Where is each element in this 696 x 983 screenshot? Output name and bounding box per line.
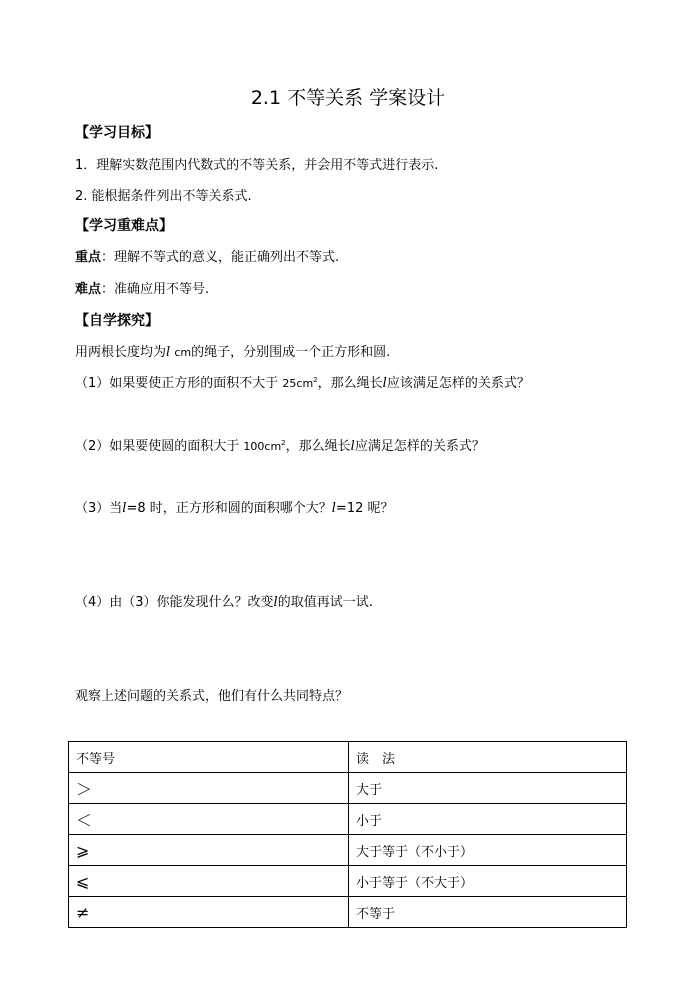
q4-text-b: 的取值再试一试. bbox=[277, 595, 373, 610]
goal-item-2: 2. 能根据条件列出不等关系式. bbox=[75, 189, 252, 204]
q1-exponent: 2 bbox=[313, 376, 318, 384]
explore-heading: 【自学探究】 bbox=[75, 313, 159, 329]
reading-cell: 大于等于（不小于） bbox=[349, 835, 627, 866]
q1-var-l: l bbox=[382, 376, 387, 391]
table-row bbox=[69, 897, 627, 928]
question-3 bbox=[75, 502, 394, 515]
difficulty-label: 难点 bbox=[75, 282, 102, 297]
q1-value: 25cm bbox=[282, 377, 314, 390]
inequality-symbol-table bbox=[68, 741, 627, 928]
focus-label: 重点 bbox=[75, 250, 102, 265]
header-symbol: 不等号 bbox=[69, 742, 349, 773]
explore-intro bbox=[75, 346, 390, 359]
reading-cell: 小于等于（不大于） bbox=[349, 866, 627, 897]
q3-text-a: （3）当 bbox=[75, 501, 123, 516]
q2-value: 100cm bbox=[243, 440, 282, 453]
symbol-cell: ＞ bbox=[69, 773, 349, 804]
q1-text-c: 应该满足怎样的关系式？ bbox=[386, 376, 530, 391]
intro-text-b: 的绳子，分别围成一个正方形和圆. bbox=[191, 345, 391, 360]
symbol-cell: ≠ bbox=[69, 897, 349, 928]
difficulty-text: ：准确应用不等号. bbox=[101, 282, 210, 297]
intro-var-l: l bbox=[166, 345, 171, 360]
question-1 bbox=[75, 377, 530, 390]
q3-text-b: =8 时，正方形和圆的面积哪个大？ bbox=[126, 501, 332, 516]
q1-text-a: （1）如果要使正方形的面积不大于 bbox=[75, 376, 283, 391]
q1-text-b: ，那么绳长 bbox=[317, 376, 383, 391]
symbol-cell: ⩽ bbox=[69, 866, 349, 897]
difficulty-line bbox=[75, 283, 209, 296]
q4-var-l: l bbox=[273, 595, 278, 610]
q2-text-a: （2）如果要使圆的面积大于 bbox=[75, 439, 244, 454]
q3-var-l-1: l bbox=[122, 501, 127, 516]
symbol-cell: ⩾ bbox=[69, 835, 349, 866]
goal-item-1: 1．理解实数范围内代数式的不等关系，并会用不等式进行表示. bbox=[75, 158, 439, 173]
question-4 bbox=[75, 596, 373, 609]
question-2 bbox=[75, 440, 485, 453]
q4-text-a: （4）由（3）你能发现什么？改变 bbox=[75, 595, 274, 610]
symbol-cell: ＜ bbox=[69, 804, 349, 835]
intro-unit: cm bbox=[174, 346, 192, 359]
q2-var-l: l bbox=[350, 439, 355, 454]
intro-text-a: 用两根长度均为 bbox=[75, 345, 167, 360]
q3-text-c: =12 呢？ bbox=[335, 501, 394, 516]
page-title: 2.1 不等关系 学案设计 bbox=[250, 87, 446, 109]
table-row bbox=[69, 804, 627, 835]
q2-text-c: 应满足怎样的关系式？ bbox=[354, 439, 485, 454]
key-points-heading: 【学习重难点】 bbox=[75, 218, 173, 234]
table-header-row bbox=[69, 742, 627, 773]
observe-question: 观察上述问题的关系式，他们有什么共同特点？ bbox=[75, 689, 349, 704]
header-reading: 读 法 bbox=[349, 742, 627, 773]
q3-var-l-2: l bbox=[331, 501, 336, 516]
reading-cell: 不等于 bbox=[349, 897, 627, 928]
focus-text: ：理解不等式的意义，能正确列出不等式. bbox=[101, 250, 340, 265]
focus-line bbox=[75, 251, 339, 264]
reading-cell: 小于 bbox=[349, 804, 627, 835]
goals-heading: 【学习目标】 bbox=[75, 125, 159, 141]
table-row bbox=[69, 773, 627, 804]
q2-exponent: 2 bbox=[281, 439, 286, 447]
q2-text-b: ，那么绳长 bbox=[285, 439, 351, 454]
table-row bbox=[69, 866, 627, 897]
reading-cell: 大于 bbox=[349, 773, 627, 804]
table-row bbox=[69, 835, 627, 866]
